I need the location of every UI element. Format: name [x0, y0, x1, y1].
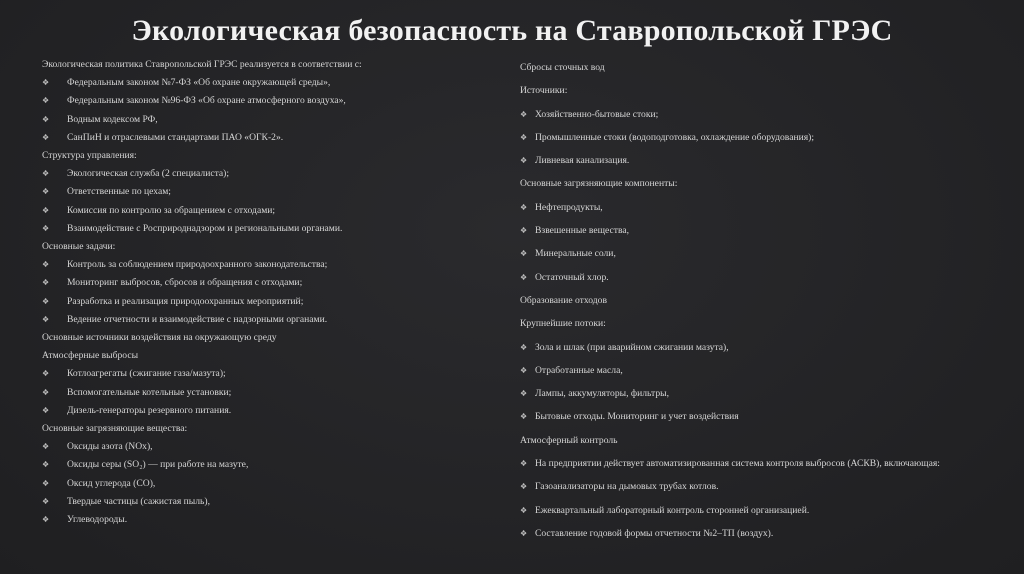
list-item	[42, 220, 482, 238]
list-item	[42, 511, 482, 529]
diamond-bullet-icon: ❖	[42, 442, 50, 452]
list-item-text: Твердые частицы (сажистая пыль),	[67, 495, 210, 507]
list-item-text: На предприятии действует автоматизированная система контроля выбросов (АСКВ), включающая:	[535, 458, 940, 470]
diamond-bullet-icon: ❖	[42, 132, 50, 142]
list-item	[42, 274, 482, 292]
list-item-text: Ведение отчетности и взаимодействие с надзорными органами.	[67, 313, 328, 325]
diamond-bullet-icon: ❖	[520, 226, 528, 236]
list-item	[42, 438, 482, 456]
list-item-text: Дизель-генераторы резервного питания.	[67, 404, 232, 416]
air-control-heading: Атмосферный контроль	[520, 434, 618, 446]
list-item-text: Лампы, аккумуляторы, фильтры,	[535, 388, 669, 400]
list-item-text: Водным кодексом РФ,	[67, 113, 158, 125]
left-column	[42, 56, 482, 529]
pollutants-heading: Основные загрязняющие вещества:	[42, 423, 188, 435]
diamond-bullet-icon: ❖	[42, 96, 50, 106]
wastewater-heading: Сбросы сточных вод	[520, 62, 605, 73]
list-item	[520, 196, 990, 219]
right-column	[520, 56, 990, 545]
list-item-text: Газоанализаторы на дымовых трубах котлов.	[535, 481, 719, 493]
list-item	[42, 183, 482, 201]
impact-sources-heading: Основные источники воздействия на окружающую среду	[42, 332, 277, 344]
list-item-text: Зола и шлак (при аварийном сжигании мазута),	[535, 341, 729, 353]
tasks-heading: Основные задачи:	[42, 241, 116, 253]
list-item	[42, 129, 482, 147]
list-item	[520, 266, 990, 289]
diamond-bullet-icon: ❖	[520, 389, 528, 399]
list-item	[520, 103, 990, 126]
list-item-text: Оксиды азота (NOx),	[67, 441, 153, 453]
diamond-bullet-icon: ❖	[520, 528, 528, 538]
list-item-text: Отработанные масла,	[535, 364, 623, 376]
diamond-bullet-icon: ❖	[42, 205, 50, 215]
list-item	[42, 293, 482, 311]
list-item	[42, 365, 482, 383]
diamond-bullet-icon: ❖	[520, 505, 528, 515]
laws-list	[42, 74, 482, 147]
list-item-text: Взаимодействие с Росприроднадзором и региональными органами.	[67, 222, 343, 234]
diamond-bullet-icon: ❖	[520, 365, 528, 375]
list-item-text: Хозяйственно-бытовые стоки;	[535, 108, 659, 120]
list-item	[520, 522, 990, 545]
wastewater-sources-list	[520, 103, 990, 173]
list-item	[42, 165, 482, 183]
list-item	[42, 475, 482, 493]
list-item	[520, 499, 990, 522]
list-item-text: Вспомогательные котельные установки;	[67, 386, 232, 398]
list-item	[520, 452, 990, 475]
diamond-bullet-icon: ❖	[42, 78, 50, 88]
list-item	[42, 202, 482, 220]
diamond-bullet-icon: ❖	[42, 114, 50, 124]
list-item-text: Ливневая канализация.	[535, 155, 630, 167]
list-item	[520, 336, 990, 359]
list-item	[42, 74, 482, 92]
list-item-text: Котлоагрегаты (сжигание газа/мазута);	[67, 368, 226, 380]
list-item	[520, 126, 990, 149]
waste-heading: Образование отходов	[520, 294, 608, 306]
list-item	[42, 493, 482, 511]
list-item	[520, 359, 990, 382]
diamond-bullet-icon: ❖	[520, 156, 528, 166]
components-heading: Основные загрязняющие компоненты:	[520, 178, 678, 190]
diamond-bullet-icon: ❖	[520, 249, 528, 259]
diamond-bullet-icon: ❖	[42, 369, 50, 379]
pollutants-list	[42, 438, 482, 529]
wastewater-sources-label: Источники:	[520, 85, 568, 97]
list-item-text: Оксиды серы (SO₂) — при работе на мазуте,	[67, 459, 249, 471]
list-item-text: Минеральные соли,	[535, 248, 616, 260]
diamond-bullet-icon: ❖	[42, 296, 50, 306]
waste-flows-list	[520, 336, 990, 429]
diamond-bullet-icon: ❖	[520, 202, 528, 212]
diamond-bullet-icon: ❖	[42, 223, 50, 233]
list-item-text: Экологическая служба (2 специалиста);	[67, 168, 230, 180]
list-item-text: СанПиН и отраслевыми стандартами ПАО «ОГК-2».	[67, 131, 284, 143]
list-item-text: Комиссия по контролю за обращением с отходами;	[67, 204, 276, 216]
list-item	[42, 311, 482, 329]
emissions-list	[42, 365, 482, 420]
waste-flows-label: Крупнейшие потоки:	[520, 318, 606, 330]
list-item-text: Мониторинг выбросов, сбросов и обращения с отходами;	[67, 277, 303, 289]
diamond-bullet-icon: ❖	[42, 169, 50, 179]
diamond-bullet-icon: ❖	[520, 132, 528, 142]
list-item-text: Федеральным законом №7-ФЗ «Об охране окружающей среды»,	[67, 77, 331, 89]
slide-title: Экологическая безопасность на Ставропольской ГРЭС	[131, 14, 893, 47]
list-item-text: Углеводороды.	[67, 514, 128, 526]
list-item-text: Нефтепродукты,	[535, 201, 603, 213]
structure-list	[42, 165, 482, 238]
components-list	[520, 196, 990, 289]
list-item-text: Ежеквартальный лабораторный контроль сторонней организацией.	[535, 504, 810, 516]
list-item-text: Промышленные стоки (водоподготовка, охлаждение оборудования);	[535, 131, 815, 143]
diamond-bullet-icon: ❖	[42, 405, 50, 415]
list-item	[42, 92, 482, 110]
policy-intro: Экологическая политика Ставропольской ГРЭС реализуется в соответствии с:	[42, 59, 362, 70]
list-item-text: Федеральным законом №96-ФЗ «Об охране атмосферного воздуха»,	[67, 95, 346, 107]
list-item	[520, 475, 990, 498]
diamond-bullet-icon: ❖	[42, 187, 50, 197]
list-item	[42, 111, 482, 129]
list-item-text: Остаточный хлор.	[535, 271, 609, 283]
list-item-text: Составление годовой формы отчетности №2–ТП (воздух).	[535, 527, 774, 539]
diamond-bullet-icon: ❖	[42, 460, 50, 470]
diamond-bullet-icon: ❖	[42, 260, 50, 270]
diamond-bullet-icon: ❖	[42, 278, 50, 288]
diamond-bullet-icon: ❖	[520, 109, 528, 119]
diamond-bullet-icon: ❖	[42, 496, 50, 506]
list-item	[42, 456, 482, 474]
diamond-bullet-icon: ❖	[42, 387, 50, 397]
diamond-bullet-icon: ❖	[520, 412, 528, 422]
list-item	[42, 256, 482, 274]
list-item	[520, 242, 990, 265]
list-item	[42, 384, 482, 402]
air-control-list	[520, 452, 990, 545]
list-item	[42, 402, 482, 420]
structure-heading: Структура управления:	[42, 150, 137, 162]
list-item-text: Оксид углерода (CO),	[67, 477, 156, 489]
diamond-bullet-icon: ❖	[42, 515, 50, 525]
diamond-bullet-icon: ❖	[42, 314, 50, 324]
diamond-bullet-icon: ❖	[520, 459, 528, 469]
list-item	[520, 382, 990, 405]
tasks-list	[42, 256, 482, 329]
diamond-bullet-icon: ❖	[42, 478, 50, 488]
emissions-heading: Атмосферные выбросы	[42, 350, 139, 362]
list-item-text: Ответственные по цехам;	[67, 186, 171, 198]
list-item-text: Разработка и реализация природоохранных мероприятий;	[67, 295, 304, 307]
list-item-text: Бытовые отходы. Мониторинг и учет воздействия	[535, 411, 739, 423]
list-item-text: Взвешенные вещества,	[535, 225, 630, 237]
list-item	[520, 405, 990, 428]
diamond-bullet-icon: ❖	[520, 482, 528, 492]
list-item	[520, 149, 990, 172]
diamond-bullet-icon: ❖	[520, 342, 528, 352]
list-item-text: Контроль за соблюдением природоохранного законодательства;	[67, 259, 328, 271]
diamond-bullet-icon: ❖	[520, 272, 528, 282]
list-item	[520, 219, 990, 242]
